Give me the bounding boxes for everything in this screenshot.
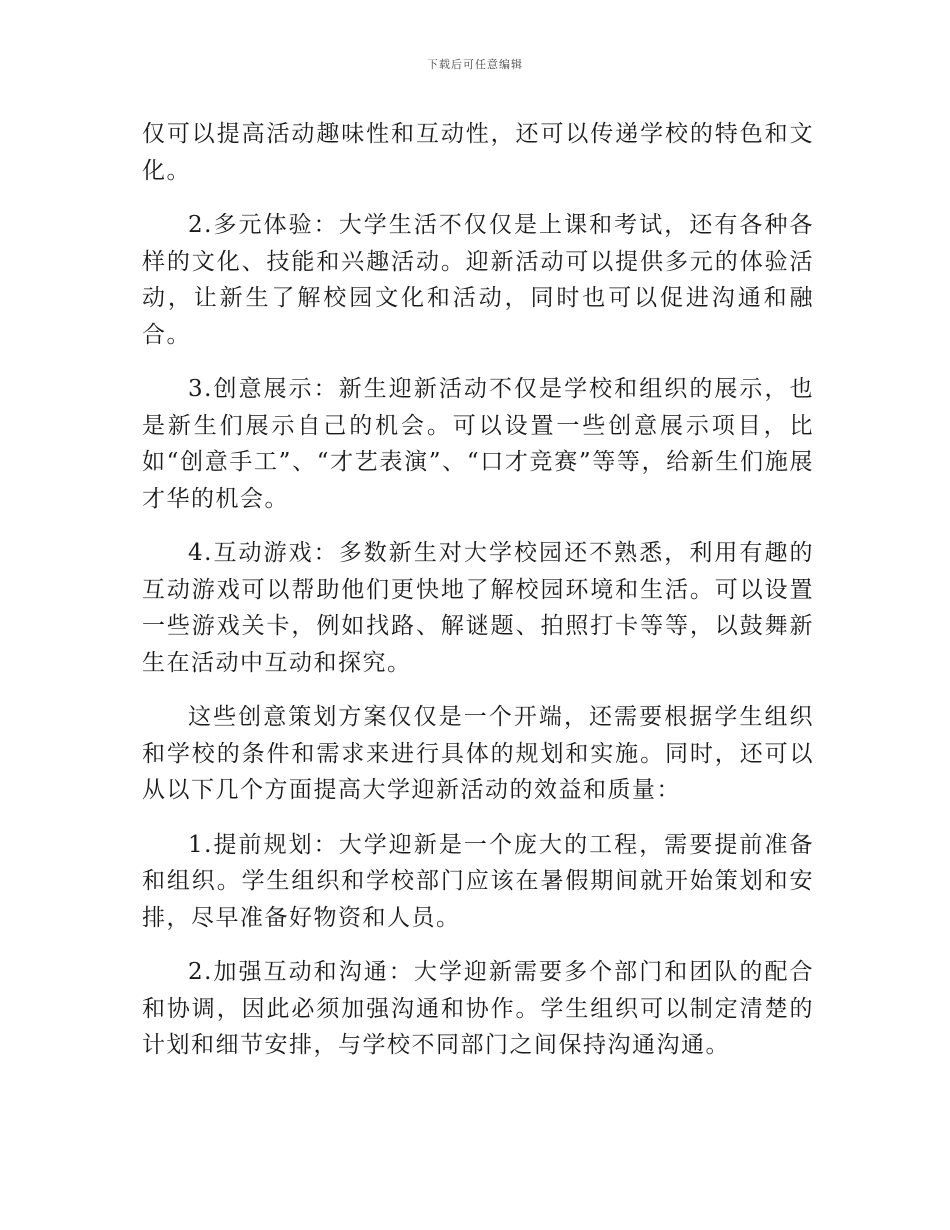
document-body	[142, 116, 814, 1082]
paragraph-creative-showcase: 3.创意展示：新生迎新活动不仅是学校和组织的展示，也是新生们展示自己的机会。可以设置一些创意展示项目，比如“创意手工”、“才艺表演”、“口才竞赛”等等，给新生们施展才华的机会。	[142, 376, 814, 512]
paragraph-diverse-experience: 2.多元体验：大学生活不仅仅是上课和考试，还有各种各样的文化、技能和兴趣活动。迎新活动可以提供多元的体验活动，让新生了解校园文化和活动，同时也可以促进沟通和融合。	[142, 212, 814, 348]
paragraph-communication: 2.加强互动和沟通：大学迎新需要多个部门和团队的配合和协调，因此必须加强沟通和协作。学生组织可以制定清楚的计划和细节安排，与学校不同部门之间保持沟通沟通。	[142, 959, 814, 1058]
paragraph-continued: 仅可以提高活动趣味性和互动性，还可以传递学校的特色和文化。	[142, 121, 814, 184]
page-header: 下载后可任意编辑	[427, 58, 523, 71]
paragraph-interactive-games: 4.互动游戏：多数新生对大学校园还不熟悉，利用有趣的互动游戏可以帮助他们更快地了解校园环境和生活。可以设置一些游戏关卡，例如找路、解谜题、拍照打卡等等，以鼓舞新生在活动中互动和探究。	[142, 540, 814, 676]
paragraph-summary: 这些创意策划方案仅仅是一个开端，还需要根据学生组织和学校的条件和需求来进行具体的规划和实施。同时，还可以从以下几个方面提高大学迎新活动的效益和质量：	[142, 704, 814, 803]
paragraph-early-planning: 1.提前规划：大学迎新是一个庞大的工程，需要提前准备和组织。学生组织和学校部门应该在暑假期间就开始策划和安排，尽早准备好物资和人员。	[142, 831, 814, 931]
